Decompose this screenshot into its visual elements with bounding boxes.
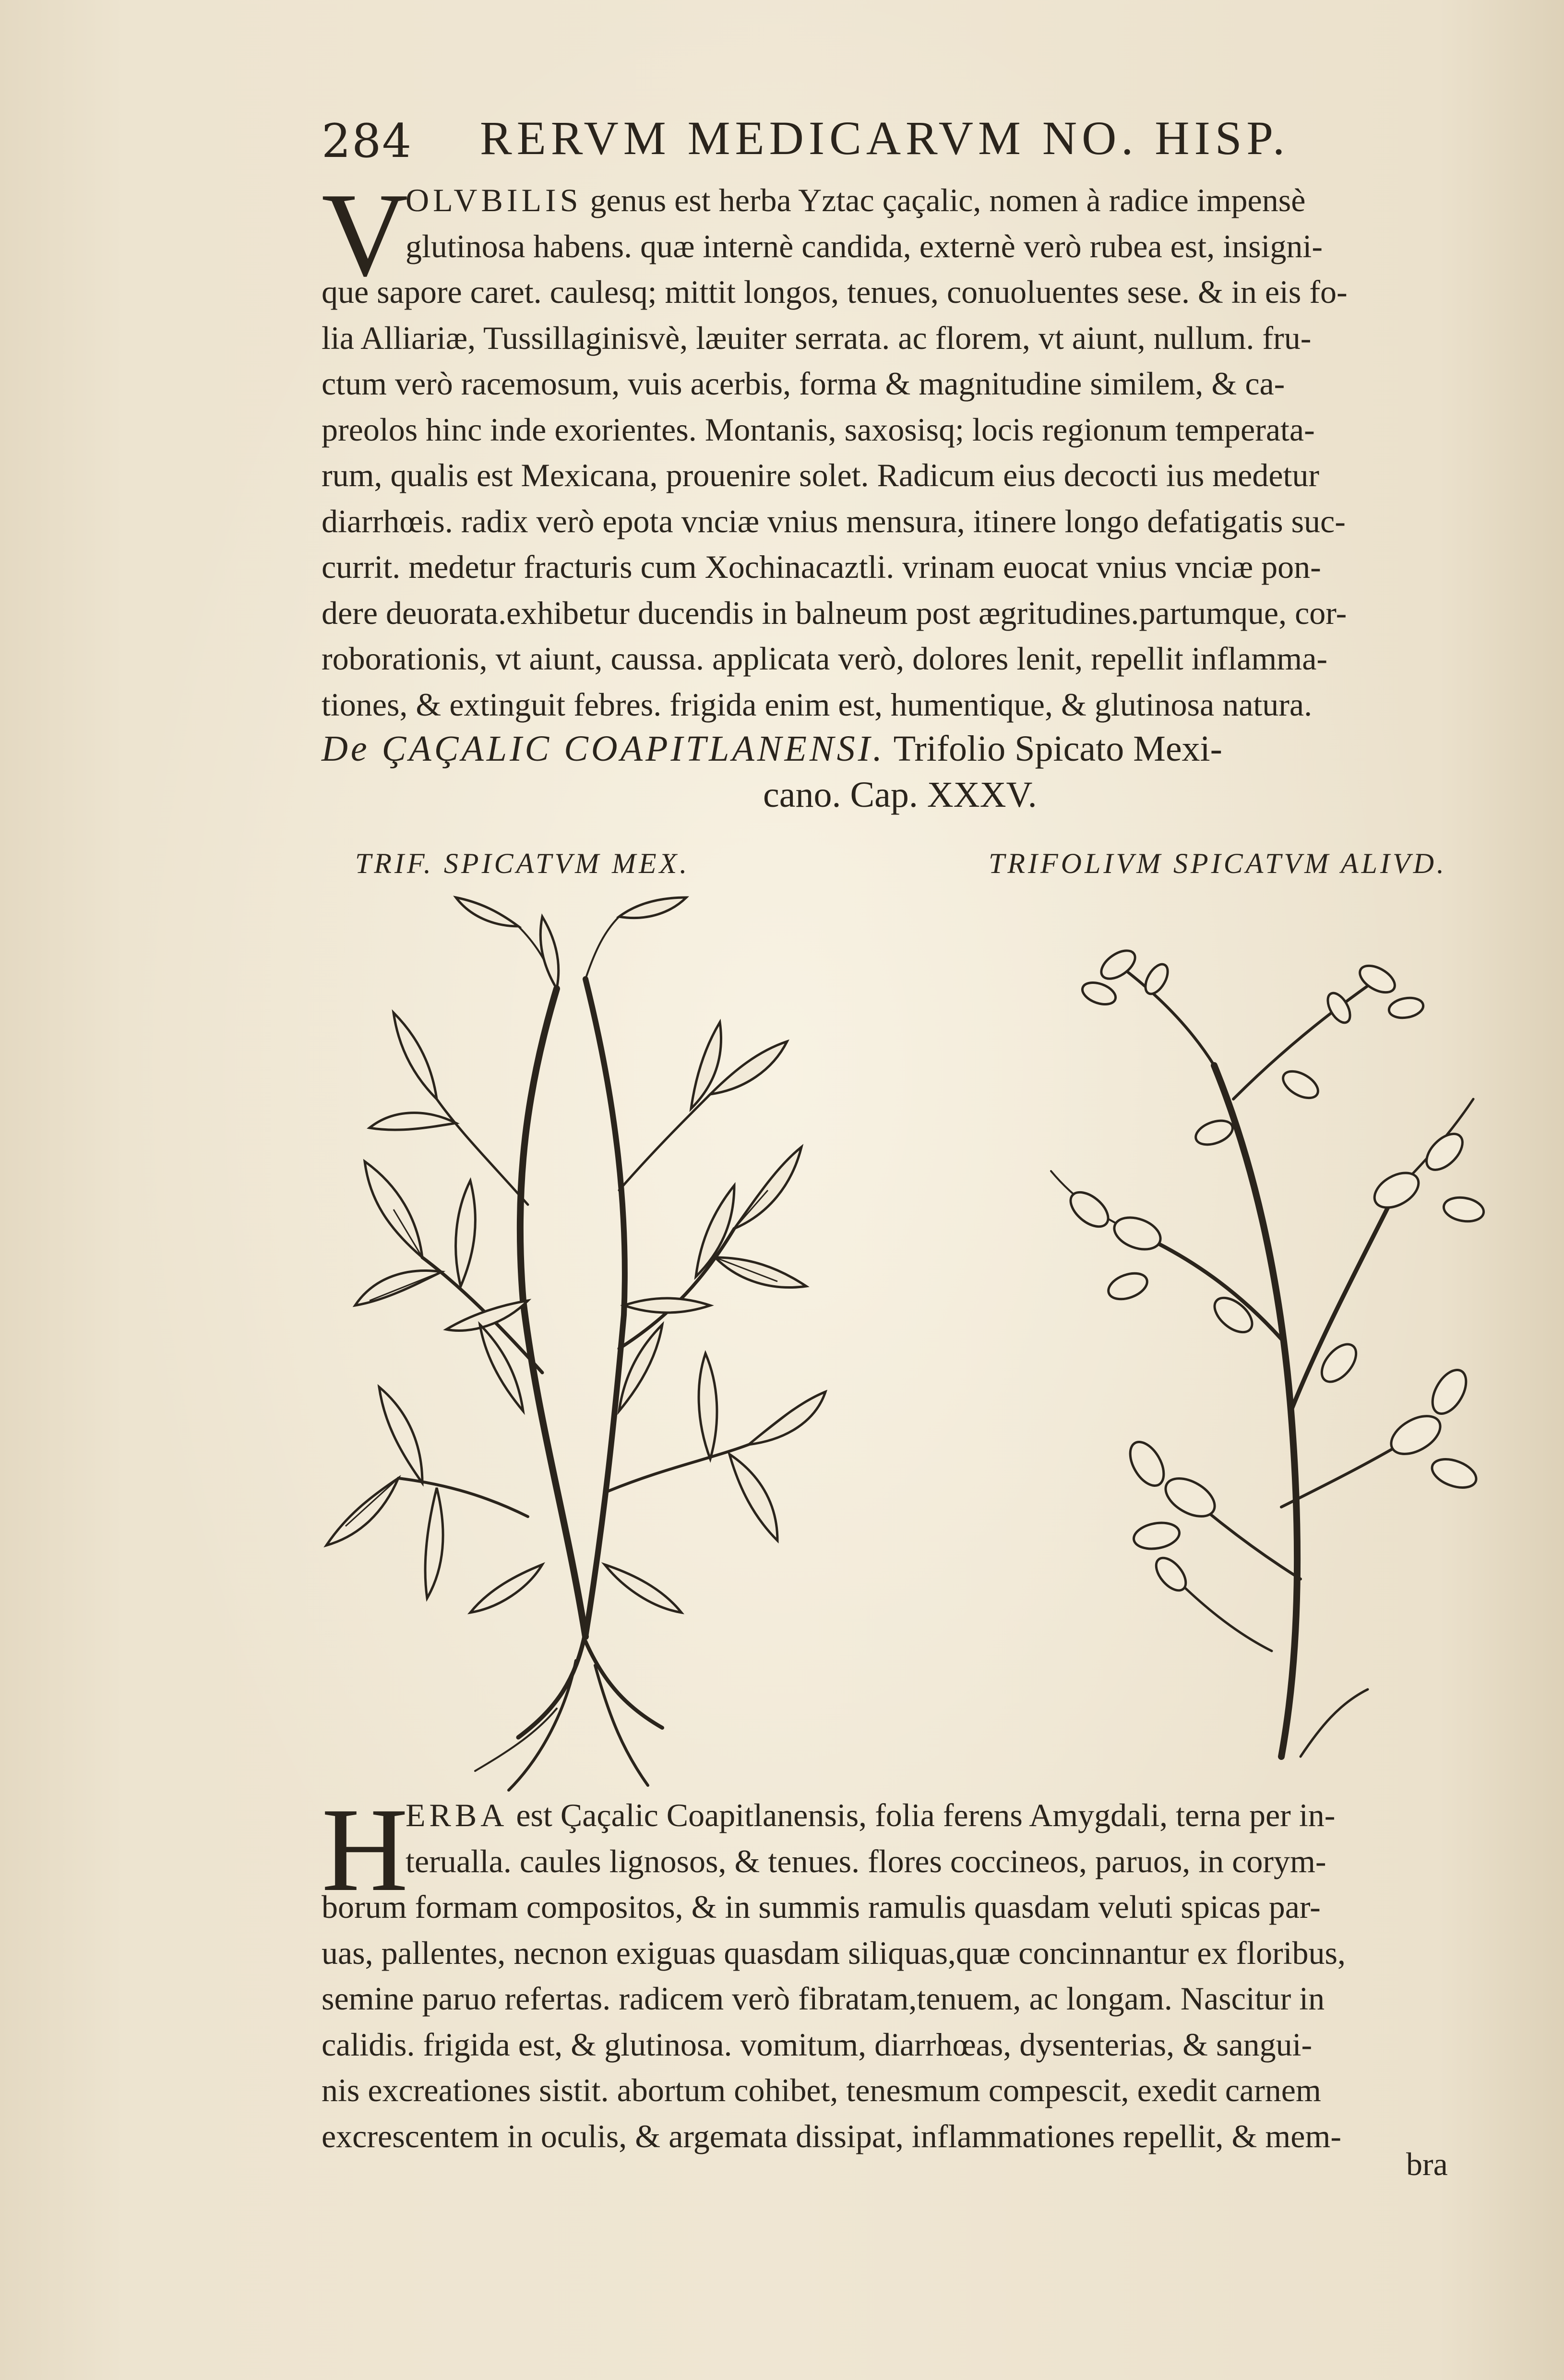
section-herba [322, 1783, 1488, 2159]
page-number: 284 [322, 114, 413, 168]
running-head: RERVM MEDICARVM NO. HISP. [480, 111, 1289, 165]
text-line: calidis. frigida est, & glutinosa. vomitum, diarrhœas, dysenterias, & sangui- [322, 2026, 1313, 2063]
text-line: roborationis, vt aiunt, caussa. applicata verò, dolores lenit, repellit inflamma- [322, 640, 1328, 677]
text-line: currit. medetur fracturis cum Xochinacaztli. vrinam euocat vnius vnciæ pon- [322, 549, 1321, 585]
figure-caption-right: TRIFOLIVM SPICATVM ALIVD. [989, 848, 1447, 879]
woodcut-trifolium-spicatum-aliud [1032, 883, 1488, 1776]
chapter-heading [322, 725, 1497, 816]
chapter-title-roman: Trifolio Spicato Mexi- [893, 729, 1222, 769]
text-line: dere deuorata.exhibetur ducendis in balneum post ægritudines.partumque, cor- [322, 594, 1347, 631]
figure-caption-left: TRIF. SPICATVM MEX. [355, 848, 690, 879]
woodcut-trifolium-spicatum [317, 893, 835, 1805]
text-line: lia Alliariæ, Tussillaginisvè, læuiter serrata. ac florem, vt aiunt, nullum. fru- [322, 319, 1312, 356]
text-line: excrescentem in oculis, & argemata dissipat, inflammationes repellit, & mem- [322, 2117, 1341, 2154]
lead-word: ERBA [406, 1797, 508, 1833]
text-line: OLVBILIS genus est herba Yztac çaçalic, nomen à radice impensè [406, 182, 1306, 218]
text-line: semine paruo refertas. radicem verò fibratam,tenuem, ac longam. Nascitur in [322, 1980, 1325, 2017]
chapter-title-italic: De ÇAÇALIC COAPITLANENSI. [322, 729, 885, 769]
catchword: bra [1406, 2146, 1448, 2182]
text-line: ERBA est Çaçalic Coapitlanensis, folia ferens Amygdali, terna per in- [406, 1797, 1336, 1833]
chapter-title-line2: cano. Cap. XXXV. [763, 774, 1037, 815]
text-line: diarrhœis. radix verò epota vnciæ vnius mensura, itinere longo defatigatis suc- [322, 502, 1346, 539]
text-line: nis excreationes sistit. abortum cohibet, tenesmum compescit, exedit carnem [322, 2072, 1321, 2108]
lead-word: OLVBILIS [406, 182, 582, 218]
text-line: ctum verò racemosum, vuis acerbis, forma & magnitudine similem, & ca- [322, 365, 1285, 402]
drop-cap-h: H [322, 1783, 408, 1916]
section-volubilis [322, 168, 1488, 728]
text-line: terualla. caules lignosos, & tenues. flores coccineos, paruos, in corym- [406, 1842, 1326, 1879]
text-line: glutinosa habens. quæ internè candida, externè verò rubea est, insigni- [406, 227, 1323, 264]
text-line: tiones, & extinguit febres. frigida enim est, humentique, & glutinosa natura. [322, 686, 1313, 723]
drop-cap-v: V [322, 168, 408, 301]
text-line: borum formam compositos, & in summis ramulis quasdam veluti spicas par- [322, 1889, 1321, 1925]
text-line: que sapore caret. caulesq; mittit longos, tenues, conuoluentes sese. & in eis fo- [322, 274, 1348, 310]
text-line: uas, pallentes, necnon exiguas quasdam siliquas,quæ concinnantur ex floribus, [322, 1934, 1346, 1971]
text-line: rum, qualis est Mexicana, prouenire solet. Radicum eius decocti ius medetur [322, 457, 1320, 493]
page-header [322, 110, 1353, 173]
text-line: preolos hinc inde exorientes. Montanis, saxosisq; locis regionum temperata- [322, 411, 1315, 448]
